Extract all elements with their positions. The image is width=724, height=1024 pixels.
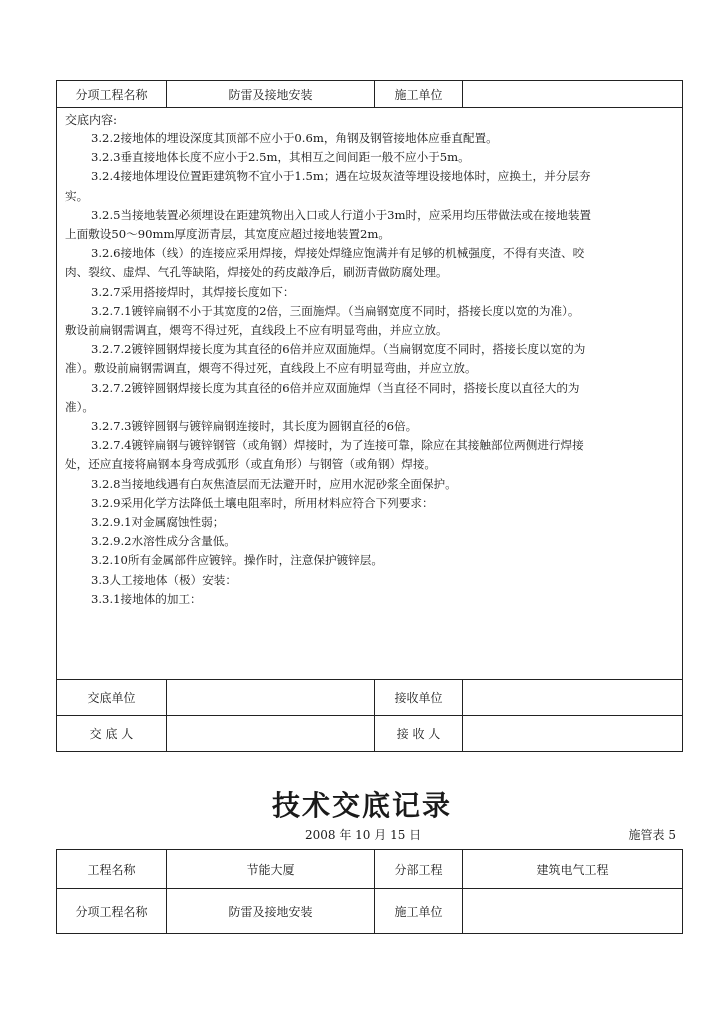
division-value: 建筑电气工程 bbox=[463, 850, 683, 889]
form-number: 施管表 5 bbox=[628, 828, 676, 842]
paragraph-first-line: 3.2.6接地体（线）的连接应采用焊接，焊接处焊缝应饱满并有足够的机械强度，不得有夹渣、咬 bbox=[91, 246, 585, 261]
issuer-unit-label: 交底单位 bbox=[57, 680, 167, 716]
content-title: 交底内容: bbox=[65, 113, 118, 127]
content-paragraph bbox=[65, 513, 674, 532]
paragraph-continuation: 实。 bbox=[65, 188, 89, 203]
sub-project-row bbox=[57, 889, 683, 934]
issuer-unit-value bbox=[167, 680, 375, 716]
content-paragraph bbox=[65, 436, 674, 474]
paragraph-continuation: 肉、裂纹、虚焊、气孔等缺陷，焊接处的药皮敲净后，刷沥青做防腐处理。 bbox=[65, 265, 448, 280]
content-paragraph bbox=[65, 590, 674, 609]
project-row bbox=[57, 850, 683, 889]
paragraph-continuation: 上面敷设50～90mm厚度沥青层，其宽度应超过接地装置2m。 bbox=[65, 227, 390, 242]
content-paragraph bbox=[65, 244, 674, 282]
content-row bbox=[57, 108, 683, 680]
record-date: 2008 年 10 月 15 日 bbox=[305, 828, 422, 842]
page-title: 技术交底记录 bbox=[271, 789, 452, 822]
person-row bbox=[57, 716, 683, 752]
content-paragraph bbox=[65, 129, 674, 148]
content-paragraph bbox=[65, 379, 674, 417]
content-paragraph bbox=[65, 206, 674, 244]
sub-project-value: 防雷及接地安装 bbox=[167, 889, 375, 934]
disclosure-table-continued bbox=[56, 80, 683, 752]
paragraph-continuation: 处，还应直接将扁钢本身弯成弧形（或直角形）与钢管（或角钢）焊接。 bbox=[65, 457, 437, 472]
paragraph-first-line: 3.2.7.2镀锌圆钢焊接长度为其直径的6倍并应双面施焊。（当扁钢宽度不同时，搭接长度以宽的为 bbox=[91, 342, 586, 357]
paragraph-first-line: 3.2.7.4镀锌扁钢与镀锌钢管（或角钢）焊接时，为了连接可靠，除应在其接触部位两侧进行焊接 bbox=[91, 438, 584, 453]
content-paragraph bbox=[65, 167, 674, 205]
paragraph-first-line: 3.3人工接地体（极）安装： bbox=[91, 572, 237, 587]
paragraph-first-line: 3.2.7.3镀锌圆钢与镀锌扁钢连接时，其长度为圆钢直径的6倍。 bbox=[91, 419, 418, 434]
paragraph-first-line: 3.2.10所有金属部件应镀锌。操作时，注意保护镀锌层。 bbox=[91, 553, 383, 568]
paragraph-first-line: 3.2.2接地体的埋设深度其顶部不应小于0.6m，角钢及钢管接地体应垂直配置。 bbox=[91, 131, 498, 145]
content-paragraphs bbox=[65, 129, 674, 609]
paragraph-first-line: 3.2.9采用化学方法降低土壤电阻率时，所用材料应符合下列要求： bbox=[91, 495, 434, 510]
disclosure-content bbox=[57, 108, 683, 680]
paragraph-continuation: 准）。 bbox=[65, 399, 94, 414]
project-label: 工程名称 bbox=[57, 850, 167, 889]
content-paragraph bbox=[65, 475, 674, 494]
paragraph-first-line: 3.2.7采用搭接焊时，其焊接长度如下： bbox=[91, 284, 295, 299]
paragraph-first-line: 3.2.7.1镀锌扁钢不小于其宽度的2倍，三面施焊。（当扁钢宽度不同时，搭接长度以宽的为准）。 bbox=[91, 303, 580, 318]
sub-project-row bbox=[57, 81, 683, 108]
receiver-person-label: 接 收 人 bbox=[375, 716, 463, 752]
paragraph-first-line: 3.2.7.2镀锌圆钢焊接长度为其直径的6倍并应双面施焊（当直径不同时，搭接长度以直径大的为 bbox=[91, 380, 580, 395]
content-paragraph bbox=[65, 302, 674, 340]
paragraph-first-line: 3.2.9.1对金属腐蚀性弱； bbox=[91, 515, 225, 530]
content-paragraph bbox=[65, 417, 674, 436]
division-label: 分部工程 bbox=[375, 850, 463, 889]
sub-project-label: 分项工程名称 bbox=[57, 81, 167, 108]
sub-project-value: 防雷及接地安装 bbox=[167, 81, 375, 108]
content-paragraph bbox=[65, 148, 674, 167]
sub-project-label: 分项工程名称 bbox=[57, 889, 167, 934]
receiver-unit-value bbox=[463, 680, 683, 716]
receiver-person-value bbox=[463, 716, 683, 752]
paragraph-first-line: 3.2.4接地体埋设位置距建筑物不宜小于1.5m；遇在垃圾灰渣等埋设接地体时，应换土，并分层夯 bbox=[91, 169, 591, 184]
receiver-unit-label: 接收单位 bbox=[375, 680, 463, 716]
paragraph-first-line: 3.2.5当接地装置必须埋设在距建筑物出入口或人行道小于3m时，应采用均压带做法或在接地装置 bbox=[91, 207, 592, 222]
paragraph-first-line: 3.2.9.2水溶性成分含量低。 bbox=[91, 534, 236, 549]
content-paragraph bbox=[65, 494, 674, 513]
issuer-person-label: 交 底 人 bbox=[57, 716, 167, 752]
paragraph-first-line: 3.2.3垂直接地体长度不应小于2.5m，其相互之间间距一般不应小于5m。 bbox=[91, 150, 470, 165]
contractor-label: 施工单位 bbox=[375, 81, 463, 108]
paragraph-continuation: 敷设前扁钢需调直，煨弯不得过死，直线段上不应有明显弯曲，并应立放。 bbox=[65, 323, 448, 338]
contractor-label: 施工单位 bbox=[375, 889, 463, 934]
paragraph-continuation: 准）。敷设前扁钢需调直，煨弯不得过死，直线段上不应有明显弯曲，并应立放。 bbox=[65, 361, 477, 376]
disclosure-table-header bbox=[56, 849, 683, 934]
content-paragraph bbox=[65, 571, 674, 590]
content-paragraph bbox=[65, 551, 674, 570]
unit-row bbox=[57, 680, 683, 716]
contractor-value bbox=[463, 889, 683, 934]
issuer-person-value bbox=[167, 716, 375, 752]
contractor-value bbox=[463, 81, 683, 108]
paragraph-first-line: 3.3.1接地体的加工： bbox=[91, 591, 202, 606]
project-value: 节能大厦 bbox=[167, 850, 375, 889]
content-paragraph bbox=[65, 340, 674, 378]
paragraph-first-line: 3.2.8当接地线遇有白灰焦渣层而无法避开时，应用水泥砂浆全面保护。 bbox=[91, 476, 457, 491]
content-paragraph bbox=[65, 532, 674, 551]
content-paragraph bbox=[65, 283, 674, 302]
